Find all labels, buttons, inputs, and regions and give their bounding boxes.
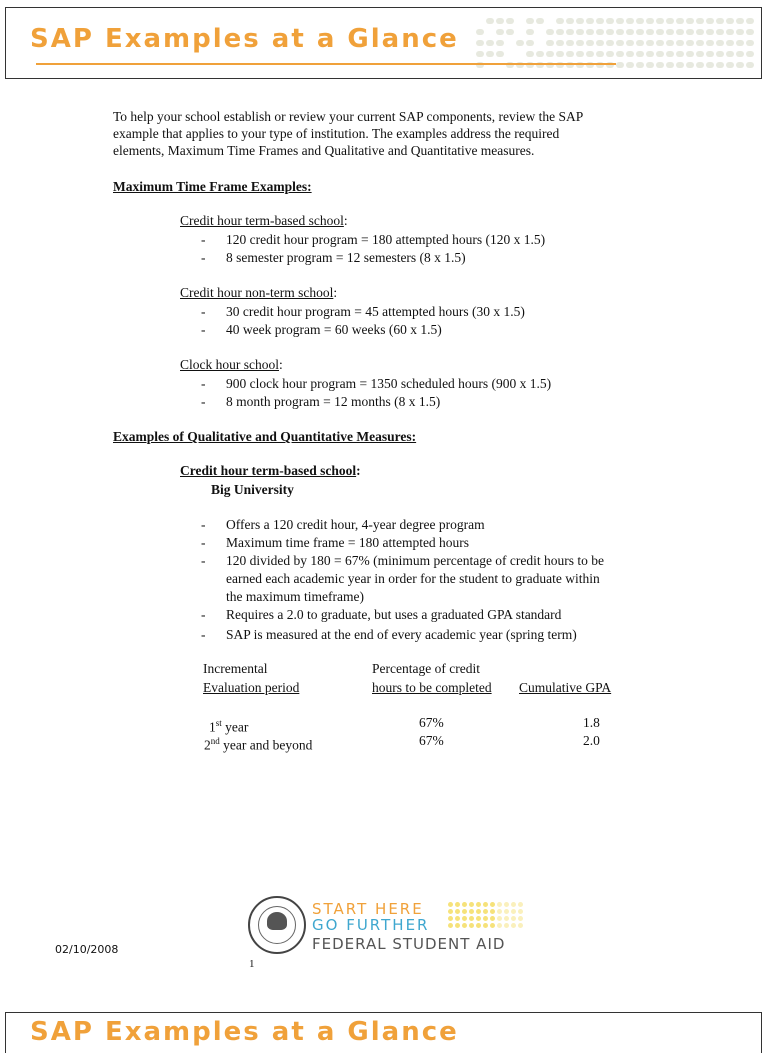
intro-line: elements, Maximum Time Frames and Qualitative and Quantitative measures. [113,143,535,158]
intro-line: example that applies to your type of institution. The examples address the required [113,126,560,141]
decorative-dot [606,40,614,46]
group-title: Credit hour term-based school: [180,213,348,228]
decorative-dot [596,51,604,57]
decorative-dot [506,18,514,24]
decorative-dot [726,62,734,68]
decorative-dot [556,29,564,35]
logo-dot [448,902,453,907]
decorative-dot [636,18,644,24]
decorative-dot [636,51,644,57]
table-cell: 67% [419,715,444,730]
decorative-dot [686,62,694,68]
logo-line-start-here: START HERE [312,900,424,918]
decorative-dot [686,40,694,46]
decorative-dot [596,29,604,35]
department-seal-icon [248,896,306,954]
decorative-dot [676,18,684,24]
logo-dot [490,923,495,928]
logo-dot [490,909,495,914]
intro-line: To help your school establish or review your current SAP components, review the SAP [113,109,584,124]
decorative-dot [656,62,664,68]
decorative-dot [716,40,724,46]
table-header: Cumulative GPA [519,680,612,695]
decorative-dot [596,40,604,46]
decorative-dot [566,29,574,35]
logo-dot [462,909,467,914]
decorative-dot [546,40,554,46]
decorative-dot [676,29,684,35]
logo-dot [476,923,481,928]
decorative-dot [576,51,584,57]
decorative-dot [746,18,754,24]
logo-dot [455,923,460,928]
next-page-header [5,1012,762,1053]
decorative-dot [726,40,734,46]
decorative-dot [716,29,724,35]
decorative-dot [676,51,684,57]
decorative-dot [736,29,744,35]
logo-dot [518,909,523,914]
decorative-dot [546,51,554,57]
footer-date: 02/10/2008 [55,943,119,956]
decorative-dot [626,18,634,24]
decorative-dot [746,29,754,35]
decorative-dot [696,51,704,57]
school-type: Credit hour term-based school: [180,463,361,478]
decorative-dot [636,40,644,46]
logo-dot [504,923,509,928]
decorative-dot [496,40,504,46]
decorative-dot [476,51,484,57]
decorative-dot [706,29,714,35]
decorative-dot [526,18,534,24]
decorative-dot [566,40,574,46]
decorative-dot [476,40,484,46]
decorative-dot [596,18,604,24]
decorative-dot [646,18,654,24]
decorative-dot [666,40,674,46]
decorative-dot [626,40,634,46]
decorative-dot [586,29,594,35]
decorative-dot [706,40,714,46]
decorative-dot [646,62,654,68]
decorative-dot [606,29,614,35]
logo-dot [455,916,460,921]
decorative-dot [716,62,724,68]
decorative-dot [486,51,494,57]
table-header: Percentage of credit [372,661,480,676]
decorative-dot [526,29,534,35]
decorative-dot [666,51,674,57]
decorative-dot [746,51,754,57]
decorative-dot [576,29,584,35]
logo-dot [511,916,516,921]
logo-dot [483,923,488,928]
logo-dot [448,916,453,921]
decorative-dot [556,40,564,46]
decorative-dot [586,51,594,57]
decorative-dot [716,51,724,57]
decorative-dot [486,40,494,46]
decorative-dot [656,40,664,46]
max-time-frame-heading: Maximum Time Frame Examples: [113,179,312,194]
decorative-dot [486,18,494,24]
logo-dot [469,902,474,907]
decorative-dot [476,29,484,35]
decorative-dot [556,18,564,24]
decorative-dot [576,18,584,24]
decorative-dot [736,18,744,24]
decorative-dot [746,40,754,46]
seal-tree-icon [267,912,287,930]
logo-dot [504,909,509,914]
logo-dot [483,909,488,914]
decorative-dot [626,62,634,68]
page-number: 1 [249,958,255,970]
decorative-dot [666,29,674,35]
decorative-dot [696,62,704,68]
decorative-dot [606,18,614,24]
logo-dot [511,909,516,914]
decorative-dot [616,29,624,35]
decorative-dot [636,62,644,68]
logo-dot [504,902,509,907]
logo-dot [483,916,488,921]
decorative-dot [726,51,734,57]
decorative-dot [706,62,714,68]
logo-dot [490,902,495,907]
table-cell: 2nd year and beyond [204,736,313,753]
decorative-dot [616,18,624,24]
decorative-dot [526,40,534,46]
table-cell: 2.0 [583,733,600,748]
title-underline [36,63,616,65]
decorative-dot [686,51,694,57]
decorative-dot [716,18,724,24]
logo-dot [455,909,460,914]
decorative-dot [496,18,504,24]
decorative-dot [496,51,504,57]
decorative-dot [666,62,674,68]
decorative-dot [696,29,704,35]
decorative-dot [746,62,754,68]
logo-dot [462,916,467,921]
table-header: Incremental [203,661,268,676]
logo-dot [518,923,523,928]
page-header [5,7,762,79]
decorative-dot [516,40,524,46]
logo-dot [483,902,488,907]
decorative-dot [686,18,694,24]
logo-dot [497,909,502,914]
logo-dot [462,923,467,928]
logo-dot [469,916,474,921]
logo-dot [511,923,516,928]
decorative-dot [566,51,574,57]
decorative-dot [536,18,544,24]
logo-dot [497,923,502,928]
decorative-dot [646,51,654,57]
logo-dot [476,902,481,907]
logo-dot [490,916,495,921]
logo-dot [476,909,481,914]
decorative-dot [586,40,594,46]
decorative-dot [676,40,684,46]
logo-dot [469,909,474,914]
logo-dot [455,902,460,907]
measures-heading: Examples of Qualitative and Quantitative Measures: [113,429,417,444]
logo-dot [476,916,481,921]
decorative-dot [636,29,644,35]
decorative-dot [626,51,634,57]
logo-dot [518,902,523,907]
decorative-dot [586,18,594,24]
next-page-title: SAP Examples at a Glance [30,1017,459,1047]
group-title: Clock hour school: [180,357,283,372]
decorative-dot [686,29,694,35]
school-name: Big University [211,482,294,497]
decorative-dot [526,51,534,57]
group-title: Credit hour non-term school: [180,285,338,300]
decorative-dot [616,40,624,46]
decorative-dot [656,29,664,35]
decorative-dot [656,51,664,57]
decorative-dot [706,18,714,24]
decorative-dot [496,29,504,35]
logo-dot [448,923,453,928]
logo-dot [497,902,502,907]
page-title: SAP Examples at a Glance [30,24,459,54]
decorative-dot [646,40,654,46]
decorative-dot [626,29,634,35]
decorative-dot [736,51,744,57]
decorative-dot [536,51,544,57]
table-header: hours to be completed [372,680,492,695]
decorative-dot [696,18,704,24]
logo-line-go-further: GO FURTHER [312,916,430,934]
logo-dot [462,902,467,907]
table-cell: 67% [419,733,444,748]
decorative-dot [556,51,564,57]
decorative-dot [566,18,574,24]
decorative-dot [666,18,674,24]
decorative-dot [646,29,654,35]
decorative-dot [576,40,584,46]
logo-dot [497,916,502,921]
decorative-dot [546,29,554,35]
table-cell: 1st year [209,718,249,735]
decorative-dot [736,62,744,68]
logo-dot [469,923,474,928]
decorative-dot [736,40,744,46]
decorative-dot [616,62,624,68]
decorative-dot [726,29,734,35]
decorative-dot [606,51,614,57]
decorative-dot [656,18,664,24]
logo-dot [504,916,509,921]
logo-dot-pattern [448,902,528,932]
decorative-dot [706,51,714,57]
table-header: Evaluation period [203,680,300,695]
logo-dot [448,909,453,914]
decorative-dot [616,51,624,57]
logo-line-fsa: FEDERAL STUDENT AID [312,935,506,953]
decorative-dot [726,18,734,24]
decorative-dot [696,40,704,46]
logo-dot [518,916,523,921]
logo-dot [511,902,516,907]
table-cell: 1.8 [583,715,600,730]
decorative-dot [676,62,684,68]
decorative-dot [506,29,514,35]
